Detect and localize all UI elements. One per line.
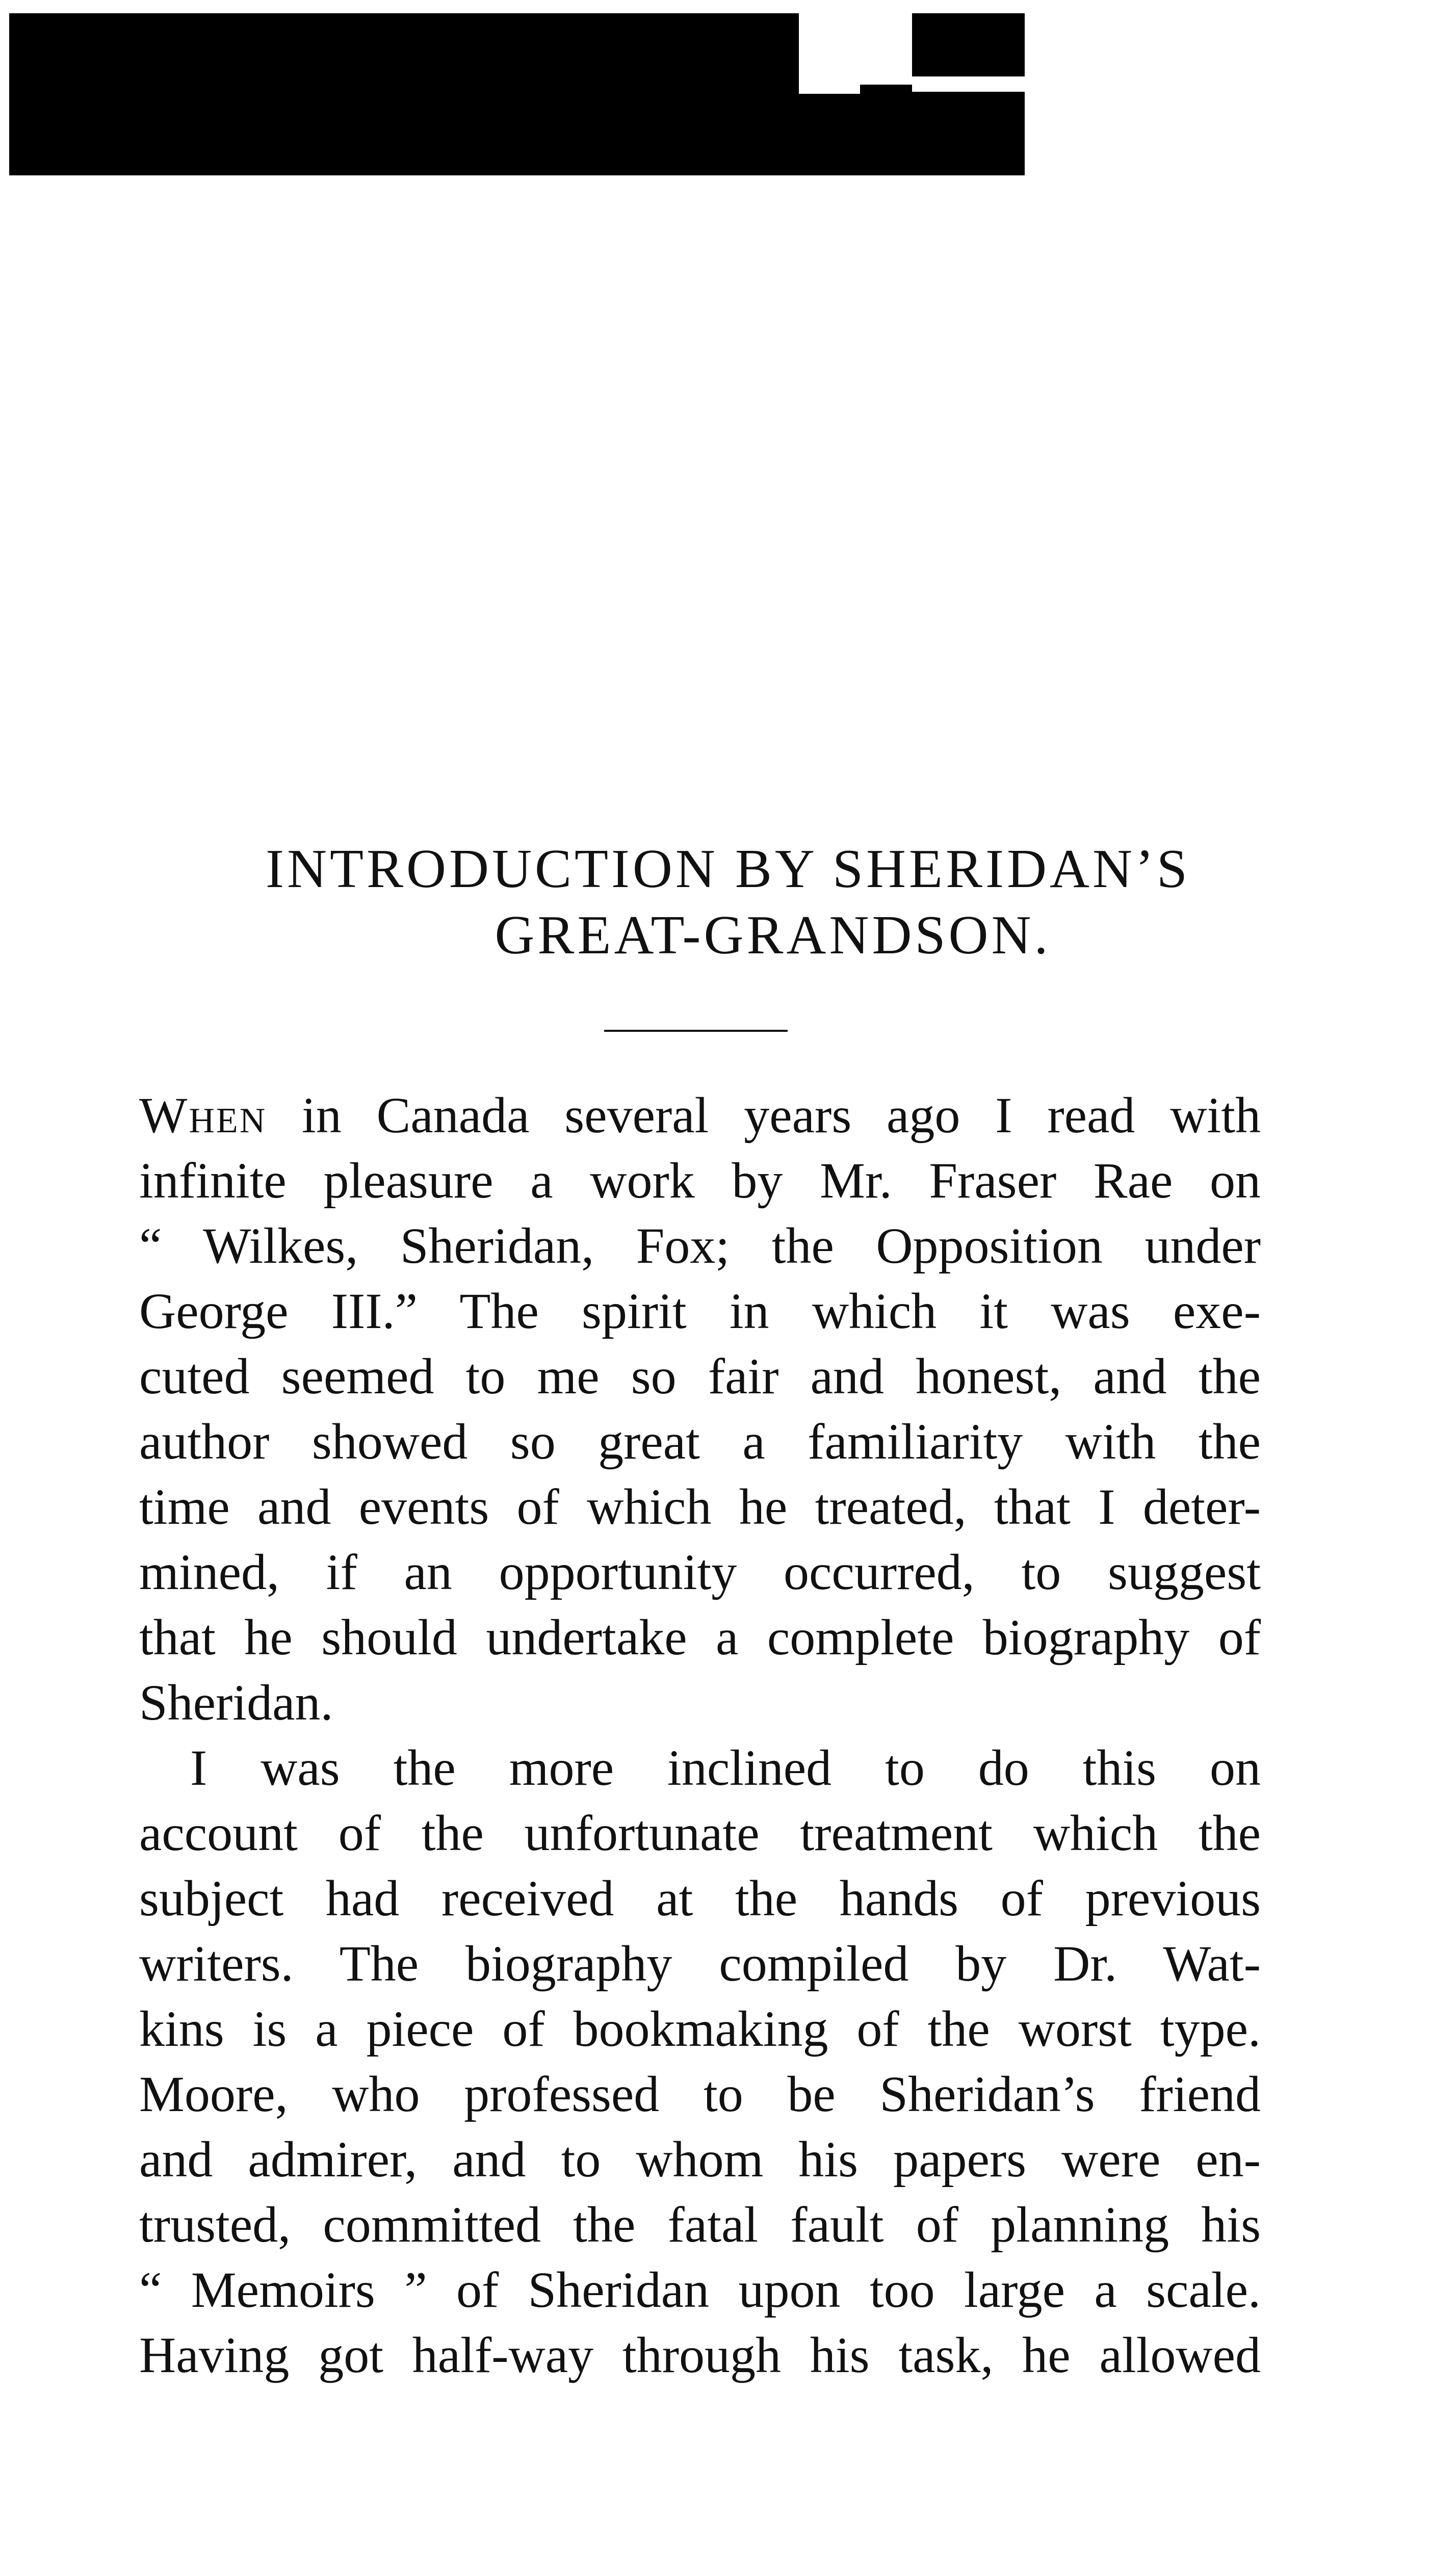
text-line: that he should undertake a complete biography of (139, 1609, 1261, 1666)
redaction-notch (912, 76, 1025, 92)
text-line: cuted seemed to me so fair and honest, and the (139, 1348, 1261, 1404)
text-line: Moore, who professed to be Sheridan’s friend (139, 2066, 1261, 2122)
text-line: Sheridan. (139, 1674, 333, 1731)
text-line: subject had received at the hands of previous (139, 1870, 1261, 1927)
text-line: “ Wilkes, Sheridan, Fox; the Opposition under (139, 1217, 1261, 1274)
text-line: Having got half-way through his task, he allowed (139, 2327, 1261, 2383)
text-line: “ Memoirs ” of Sheridan upon too large a scale. (139, 2261, 1261, 2318)
redaction-notch (799, 85, 860, 94)
drop-word: When (139, 1087, 267, 1143)
text-line: and admirer, and to whom his papers were en- (139, 2131, 1261, 2188)
text-line (139, 1083, 1261, 1148)
text-line-rest: in Canada several years ago I read with (267, 1087, 1261, 1143)
text-line: time and events of which he treated, that I deter- (139, 1478, 1261, 1535)
text-line: George III.” The spirit in which it was exe- (139, 1283, 1261, 1339)
page-subtitle: GREAT-GRANDSON. (495, 905, 1051, 966)
page-title: INTRODUCTION BY SHERIDAN’S (266, 839, 1190, 899)
text-line: kins is a piece of bookmaking of the worst type. (139, 2000, 1261, 2057)
text-line: I was the more inclined to do this on (190, 1739, 1261, 1796)
text-line: author showed so great a familiarity with the (139, 1413, 1261, 1470)
text-line: account of the unfortunate treatment which the (139, 1805, 1261, 1861)
text-line: writers. The biography compiled by Dr. Wat- (139, 1935, 1261, 1992)
redaction-notch (799, 13, 912, 85)
text-line: trusted, committed the fatal fault of planning his (139, 2196, 1261, 2253)
title-divider (604, 1030, 788, 1032)
text-line: infinite pleasure a work by Mr. Fraser Rae on (139, 1152, 1261, 1209)
text-line: mined, if an opportunity occurred, to suggest (139, 1544, 1261, 1600)
